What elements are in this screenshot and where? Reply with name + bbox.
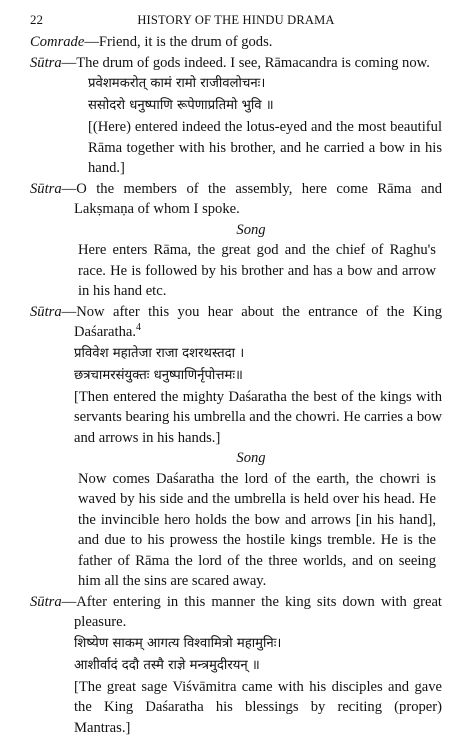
sanskrit-verse-line: शिष्येण साकम् आगत्य विश्वामित्रो महामुनिः। — [30, 633, 442, 655]
sanskrit-verse-line: ससोदरो धनुष्पाणि रूपेणाप्रतिमो भुवि ॥ — [30, 95, 442, 117]
speaker-label: Sūtra — [30, 55, 62, 71]
song-text — [30, 469, 442, 592]
page-header — [30, 10, 442, 32]
dialogue-text: —Friend, it is the drum of gods. — [84, 34, 272, 50]
dialogue-sutra-3 — [30, 302, 442, 343]
speaker-label: Comrade — [30, 34, 84, 50]
translation-text: [Then entered the mighty Daśaratha the best of the kings with servants bearing his umbrella and the chowri. He carries a bow and arrows in his hands.] — [30, 387, 442, 449]
dialogue-comrade — [30, 32, 442, 53]
speaker-label: Sūtra — [30, 594, 62, 610]
running-title: HISTORY OF THE HINDU DRAMA — [30, 10, 442, 31]
dialogue-sutra-1 — [30, 53, 442, 74]
song-text — [30, 240, 442, 302]
song-body: Here enters Rāma, the great god and the chief of Raghu's race. He is followed by his brother and has a bow and arrow in his hand etc. — [78, 242, 436, 299]
dialogue-text: —The drum of gods indeed. I see, Rāmacandra is coming now. — [62, 55, 430, 71]
translation-text: [(Here) entered indeed the lotus-eyed and the most beautiful Rāma together with his brother, and he carried a bow in his hand.] — [30, 117, 442, 179]
speaker-label: Sūtra — [30, 181, 62, 197]
translation-text: [The great sage Viśvāmitra came with his disciples and gave the King Daśaratha his blessings by reciting (proper) Mantras.] — [30, 677, 442, 738]
sanskrit-verse-line: आशीर्वादं ददौ तस्मै राज्ञे मन्त्रमुदीरयन् ॥ — [30, 655, 442, 677]
page-number: 22 — [30, 10, 43, 31]
song-body: Now comes Daśaratha the lord of the earth, the chowri is waved by his side and the umbrella is held over his head. He the invincible hero holds the bow and arrows [in his hand], and due to his prowess the hostile kings tremble. He is the father of Rāma the lord of the three worlds, and on seeing him all the sins are scared away. — [78, 471, 436, 590]
song-heading: Song — [60, 220, 442, 241]
dialogue-text: —Now after this you hear about the entrance of the King Daśaratha. — [62, 304, 442, 341]
sanskrit-verse-line: प्रविवेश महातेजा राजा दशरथस्तदा । — [30, 343, 442, 365]
dialogue-text: —After entering in this manner the king sits down with great pleasure. — [62, 594, 442, 631]
dialogue-text: —O the members of the assembly, here come Rāma and Lakṣmaṇa of whom I spoke. — [62, 181, 442, 218]
sanskrit-verse-line: छत्रचामरसंयुक्तः धनुष्पाणिर्नृपोत्तमः॥ — [30, 365, 442, 387]
footnote-marker: 4 — [136, 322, 141, 333]
dialogue-sutra-2 — [30, 179, 442, 220]
speaker-label: Sūtra — [30, 304, 62, 320]
sanskrit-verse-line: प्रवेशमकरोत् कामं रामो राजीवलोचनः। — [30, 73, 442, 95]
song-heading: Song — [60, 448, 442, 469]
dialogue-sutra-4 — [30, 592, 442, 633]
